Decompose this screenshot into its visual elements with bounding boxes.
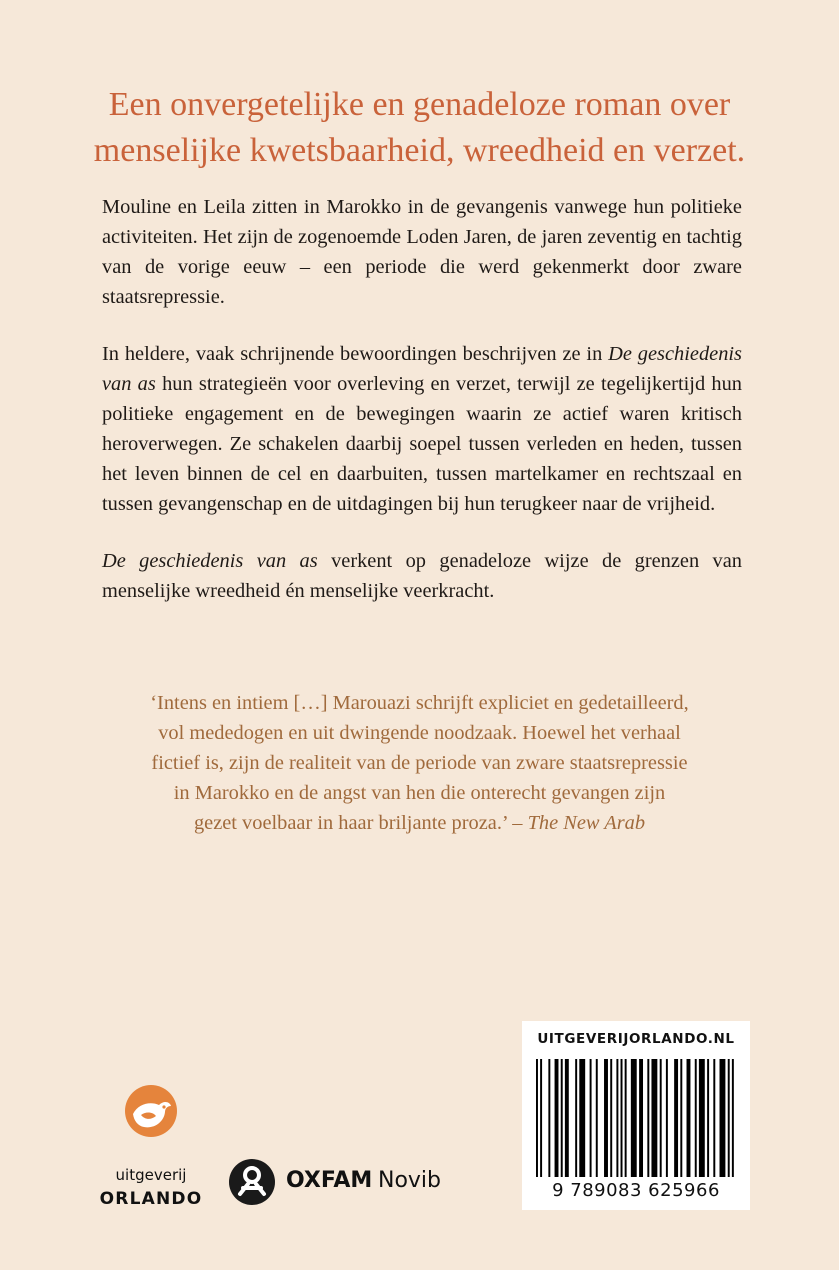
barcode-bar	[666, 1059, 668, 1177]
review-quote	[80, 688, 759, 838]
quote-line-5	[80, 808, 759, 838]
blurb-paragraph-1: Mouline en Leila zitten in Marokko in de gevangenis vanwege hun politieke activiteiten. Het zijn de zogenoemde Loden Jaren, de jaren zeventig en tachtig van de vorige eeuw – een periode die werd gekenmerkt door zware staatsrepressie.	[102, 196, 742, 308]
blurb-paragraph-2-rest: hun strategieën voor overleving en verzet, terwijl ze tegelijkertijd hun politieke engagement en de bewegingen waarin ze actief waren kritisch heroverwegen. Ze schakelen daarbij soepel tussen verleden en heden, tussen het leven binnen de cel en daarbuiten, tussen martelkamer en rechtszaal en tussen gevangenschap en de uitdagingen bij hun terugkeer naar de vrijheid.	[102, 373, 742, 515]
orlando-logo	[96, 1084, 206, 1214]
barcode-bar	[625, 1059, 627, 1177]
quote-line-4: in Marokko en de angst van hen die onterecht gevangen zijn	[173, 782, 666, 804]
blurb-paragraph-2	[102, 339, 742, 519]
barcode-bar	[565, 1059, 569, 1177]
book-title: De geschiedenis van as	[102, 343, 742, 395]
quote-line-3: fictief is, zijn de realiteit van de periode van zware staatsrepressie	[151, 752, 688, 774]
barcode-bar	[674, 1059, 678, 1177]
barcode-bar	[575, 1059, 577, 1177]
barcode-bar	[540, 1059, 542, 1177]
blurb-paragraph-3	[102, 546, 742, 606]
oxfam-name: OXFAM	[286, 1168, 373, 1193]
barcode-panel	[522, 1021, 750, 1210]
oxfam-icon	[228, 1158, 276, 1206]
barcode-bar	[732, 1059, 734, 1177]
barcode-bar	[720, 1059, 726, 1177]
headline	[60, 82, 779, 174]
barcode-bar	[728, 1059, 730, 1177]
quote-line-1: ‘Intens en intiem […] Marouazi schrijft expliciet en gedetailleerd,	[150, 692, 689, 714]
barcode	[536, 1059, 736, 1177]
barcode-bar	[596, 1059, 598, 1177]
barcode-bar	[713, 1059, 715, 1177]
quote-line-2: vol mededogen en uit dwingende noodzaak. Hoewel het verhaal	[158, 722, 681, 744]
barcode-bar	[590, 1059, 592, 1177]
barcode-bar	[707, 1059, 709, 1177]
novib-name: Novib	[378, 1168, 442, 1193]
barcode-bar	[621, 1059, 623, 1177]
publisher-url: UITGEVERIJORLANDO.NL	[537, 1031, 735, 1047]
barcode-bar	[536, 1059, 538, 1177]
publisher-name: ORLANDO	[99, 1189, 203, 1209]
barcode-bar	[695, 1059, 697, 1177]
barcode-bar	[548, 1059, 550, 1177]
barcode-bar	[631, 1059, 637, 1177]
publisher-small: uitgeverij	[115, 1166, 187, 1184]
barcode-bar	[555, 1059, 559, 1177]
barcode-bar	[639, 1059, 643, 1177]
blurb-paragraph-2-intro: In heldere, vaak schrijnende bewoordingen beschrijven ze in	[102, 343, 609, 365]
barcode-bar	[687, 1059, 691, 1177]
headline-line-2: menselijke kwetsbaarheid, wreedheid en verzet.	[93, 132, 746, 169]
barcode-bar	[561, 1059, 563, 1177]
barcode-bar	[680, 1059, 682, 1177]
barcode-bar	[604, 1059, 608, 1177]
barcode-bar	[699, 1059, 705, 1177]
book-title: De geschiedenis van as	[102, 550, 318, 572]
barcode-bar	[647, 1059, 649, 1177]
blurb	[102, 192, 742, 633]
quote-line-5-text: gezet voelbaar in haar briljante proza.’ –	[193, 812, 528, 834]
barcode-bar	[651, 1059, 657, 1177]
headline-line-1: Een onvergetelijke en genadeloze roman over	[108, 86, 731, 123]
barcode-bar	[579, 1059, 585, 1177]
isbn-number: 9 789083 625966	[552, 1180, 720, 1201]
barcode-bar	[660, 1059, 662, 1177]
quote-source: The New Arab	[527, 812, 646, 834]
barcode-bar	[610, 1059, 612, 1177]
barcode-bar	[616, 1059, 618, 1177]
blurb-paragraph-3-rest: verkent op genadeloze wijze de grenzen van menselijke wreedheid én menselijke veerkracht.	[102, 550, 742, 602]
bird-icon	[124, 1084, 178, 1138]
